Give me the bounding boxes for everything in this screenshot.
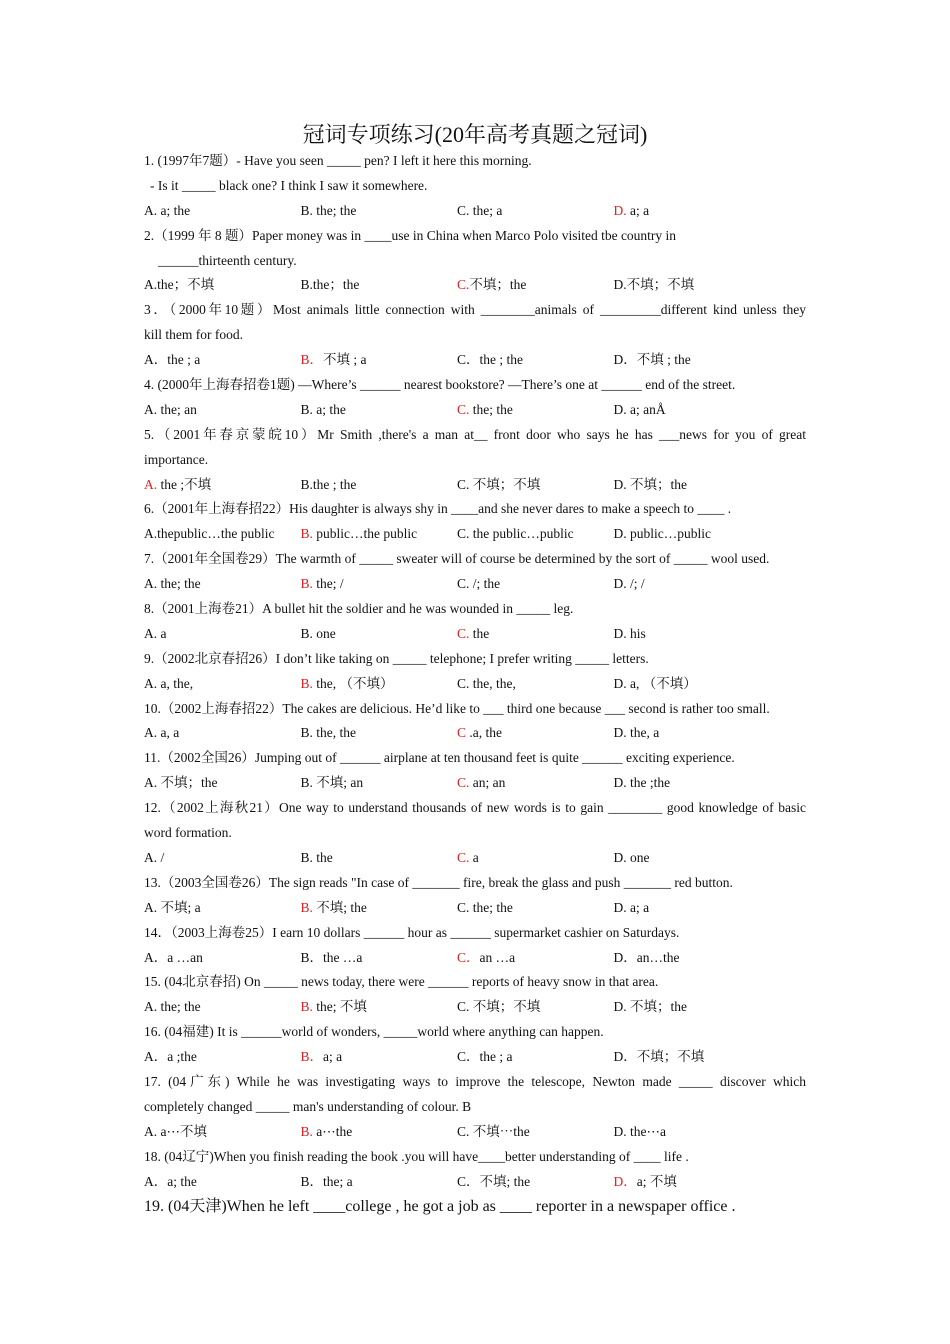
option-letter: D．	[613, 352, 637, 368]
option-letter: A.	[144, 725, 158, 741]
option-letter: A.	[144, 576, 158, 592]
option-text: thepublic…the public	[157, 526, 275, 542]
option-letter: A.	[144, 849, 158, 865]
question-text: 10.（2002上海春招22）The cakes are delicious. He’d like to ___ third one because ___ second is rather too small.	[144, 700, 770, 716]
option-letter: D．	[613, 1049, 637, 1065]
option-letter: D.	[613, 849, 627, 865]
option-b	[301, 721, 458, 746]
option-a	[144, 199, 301, 224]
option-letter-answer: B.	[300, 576, 313, 592]
option-b	[301, 1170, 458, 1195]
option-letter: D．	[613, 949, 637, 965]
question-text: 18. (04辽宁)When you finish reading the book .you will have____better understanding of ____ life .	[144, 1148, 689, 1164]
answer-options	[144, 846, 806, 871]
option-c	[457, 273, 614, 298]
option-a	[144, 522, 301, 547]
question	[144, 149, 806, 224]
answer-options	[144, 1120, 806, 1145]
option-letter: A．	[144, 352, 168, 368]
option-text: a	[469, 849, 479, 865]
option-a	[144, 273, 301, 298]
option-a	[144, 1170, 301, 1195]
question	[144, 298, 806, 373]
option-text: 不填; the	[312, 899, 367, 915]
answer-options	[144, 672, 806, 697]
option-letter-answer: D．	[613, 1173, 637, 1189]
option-c	[457, 473, 614, 498]
option-text: a ;the	[167, 1049, 197, 1065]
question-text: 7.（2001年全国卷29）The warmth of _____ sweater will of course be determined by the sort of _____ wool used.	[144, 551, 770, 567]
question-text: 3．（2000年10题）Most animals little connection with ________animals of _________different kind unless they	[144, 302, 806, 318]
answer-options	[144, 398, 806, 423]
option-text: the; a	[323, 1173, 353, 1189]
option-letter: A．	[144, 1173, 168, 1189]
option-a	[144, 1045, 301, 1070]
option-text: a; 不填	[636, 1173, 677, 1189]
option-letter: D.	[613, 277, 627, 293]
option-c	[457, 672, 614, 697]
answer-options	[144, 896, 806, 921]
option-text: the；不填	[157, 277, 215, 293]
question-text: 2.（1999 年 8 题）Paper money was in ____use in China when Marco Polo visited tbe country in	[144, 227, 677, 243]
option-text: public…public	[626, 526, 711, 542]
option-text: the ; the	[479, 352, 524, 368]
option-letter: A.	[144, 775, 158, 791]
option-text: the; a	[469, 202, 503, 218]
option-b	[301, 846, 458, 871]
question-text: kill them for food.	[144, 327, 243, 343]
option-text: the ;the	[626, 775, 671, 791]
option-a	[144, 672, 301, 697]
option-text: 不填；不填	[469, 476, 541, 492]
option-letter: C.	[457, 999, 470, 1015]
option-letter: C.	[457, 899, 470, 915]
option-text: the; the	[469, 899, 513, 915]
option-c	[457, 846, 614, 871]
option-a	[144, 473, 301, 498]
option-letter: D.	[613, 675, 627, 691]
option-b	[301, 622, 458, 647]
option-letter: B.	[300, 476, 313, 492]
question	[144, 871, 806, 921]
option-d	[614, 1120, 771, 1145]
option-b	[301, 896, 458, 921]
question	[144, 796, 806, 871]
option-d	[614, 896, 771, 921]
option-letter: A.	[144, 277, 158, 293]
option-text: .a, the	[466, 725, 503, 741]
option-text: the ; the	[312, 476, 357, 492]
option-letter: C.	[457, 675, 470, 691]
option-letter: C．	[457, 352, 480, 368]
option-text: a, the,	[157, 675, 194, 691]
option-letter: D.	[613, 999, 627, 1015]
option-c	[457, 572, 614, 597]
question-list	[144, 149, 806, 1220]
option-c	[457, 946, 614, 971]
answer-options	[144, 1170, 806, 1195]
option-b	[301, 199, 458, 224]
option-b	[301, 771, 458, 796]
option-text: public…the public	[312, 526, 418, 542]
option-letter-answer: B.	[300, 999, 313, 1015]
option-letter: B.	[300, 725, 313, 741]
option-letter: D.	[613, 476, 627, 492]
option-letter-answer: A.	[144, 476, 158, 492]
option-text: a; the	[312, 401, 346, 417]
question-text: 15. (04北京春招) On _____ news today, there were ______ reports of heavy snow in that area.	[144, 974, 659, 990]
option-a	[144, 771, 301, 796]
option-b	[301, 672, 458, 697]
option-b	[301, 1120, 458, 1145]
option-letter: C.	[457, 476, 470, 492]
option-text: the; the	[157, 576, 201, 592]
option-d	[614, 672, 771, 697]
option-a	[144, 721, 301, 746]
option-b	[301, 273, 458, 298]
question-text: importance.	[144, 451, 209, 467]
question	[144, 597, 806, 647]
question-text: 11.（2002全国26）Jumping out of ______ airplane at ten thousand feet is quite ______ exciting experience.	[144, 750, 735, 766]
option-a	[144, 946, 301, 971]
answer-options	[144, 348, 806, 373]
option-letter-answer: C.	[457, 849, 470, 865]
option-text: the ; a	[167, 352, 201, 368]
option-c	[457, 1120, 614, 1145]
option-letter-answer: C．	[457, 949, 480, 965]
option-letter: C．	[457, 1173, 480, 1189]
answer-options	[144, 622, 806, 647]
option-a	[144, 572, 301, 597]
option-letter: D.	[613, 576, 627, 592]
option-text: a; a	[323, 1049, 343, 1065]
question-text: 17. (04广东) While he was investigating ways to improve the telescope, Newton made _____ discover which	[144, 1073, 806, 1089]
option-text: the; the	[469, 401, 513, 417]
option-letter-answer: B.	[300, 526, 313, 542]
answer-options	[144, 721, 806, 746]
answer-options	[144, 199, 806, 224]
question	[144, 224, 806, 299]
option-letter: C．	[457, 1049, 480, 1065]
option-letter-answer: C	[457, 725, 467, 741]
option-text: a, （不填）	[626, 675, 697, 691]
option-text: a …an	[167, 949, 203, 965]
option-letter: B.	[300, 202, 313, 218]
option-text: a, a	[157, 725, 180, 741]
option-letter: A.	[144, 526, 158, 542]
question-text: 8.（2001上海卷21）A bullet hit the soldier and he was wounded in _____ leg.	[144, 601, 574, 617]
option-text: the; /	[312, 576, 344, 592]
option-a	[144, 995, 301, 1020]
option-a	[144, 622, 301, 647]
question-text: 5.（2001年春京蒙皖10）Mr Smith ,there's a man at__ front door who says he has ___news for you of great	[144, 426, 806, 442]
question	[144, 373, 806, 423]
option-letter-answer: B．	[300, 1049, 324, 1065]
option-letter-answer: C.	[457, 775, 470, 791]
option-d	[614, 946, 771, 971]
option-text: the public…public	[469, 526, 574, 542]
option-letter: A．	[144, 1049, 168, 1065]
option-d	[614, 721, 771, 746]
option-d	[614, 348, 771, 373]
option-text: /; the	[469, 576, 501, 592]
question	[144, 647, 806, 697]
option-text: the; the	[157, 999, 201, 1015]
option-text: the, a	[626, 725, 660, 741]
option-text: a	[157, 625, 167, 641]
option-b	[301, 348, 458, 373]
option-text: 不填；不填	[626, 277, 695, 293]
question-text: - Is it _____ black one? I think I saw it somewhere.	[150, 177, 428, 193]
question	[144, 921, 806, 971]
option-letter-answer: B．	[300, 352, 324, 368]
option-letter: D.	[613, 625, 627, 641]
option-letter: D.	[613, 899, 627, 915]
option-text: the	[312, 849, 333, 865]
answer-options	[144, 771, 806, 796]
option-text: /	[157, 849, 165, 865]
question-text: 13.（2003全国卷26）The sign reads "In case of _______ fire, break the glass and push _______ red button.	[144, 874, 733, 890]
question-text: word formation.	[144, 825, 232, 841]
option-text: 不填；the	[626, 476, 687, 492]
option-letter: B.	[300, 277, 313, 293]
option-letter-answer: C.	[457, 277, 470, 293]
option-letter: D.	[613, 775, 627, 791]
question	[144, 697, 806, 747]
option-c	[457, 348, 614, 373]
option-text: 不填 ; a	[323, 352, 367, 368]
option-letter: D.	[613, 401, 627, 417]
option-letter-answer: B.	[300, 1123, 313, 1139]
option-c	[457, 896, 614, 921]
question-text: 9.（2002北京春招26）I don’t like taking on _____ telephone; I prefer writing _____ letters.	[144, 650, 649, 666]
option-b	[301, 522, 458, 547]
option-letter-answer: C.	[457, 401, 470, 417]
question	[144, 1070, 806, 1145]
answer-options	[144, 522, 806, 547]
option-d	[614, 522, 771, 547]
option-text: a⋯the	[312, 1123, 353, 1139]
option-text: his	[626, 625, 646, 641]
question	[144, 1020, 806, 1070]
option-text: an …a	[479, 949, 516, 965]
option-letter: C.	[457, 202, 470, 218]
option-c	[457, 398, 614, 423]
question	[144, 1145, 806, 1195]
answer-options	[144, 1045, 806, 1070]
option-c	[457, 1045, 614, 1070]
option-text: 不填 ; the	[636, 352, 691, 368]
option-letter: B.	[300, 849, 313, 865]
option-d	[614, 398, 771, 423]
answer-options	[144, 946, 806, 971]
question-text: 14．（2003上海卷25）I earn 10 dollars ______ hour as ______ supermarket cashier on Saturdays.	[144, 924, 680, 940]
option-letter: D.	[613, 725, 627, 741]
answer-options	[144, 473, 806, 498]
question-text: 6.（2001年上海春招22）His daughter is always shy in ____and she never dares to make a speech to ____ .	[144, 501, 732, 517]
option-text: 不填；不填	[636, 1049, 705, 1065]
answer-options	[144, 273, 806, 298]
question-text: 4. (2000年上海春招卷1题) —Where’s ______ nearest bookstore? —There’s one at ______ end of the street.	[144, 377, 736, 393]
option-text: a; a	[626, 202, 650, 218]
option-letter: A．	[144, 949, 168, 965]
option-text: 不填；不填	[469, 999, 541, 1015]
option-d	[614, 199, 771, 224]
option-text: /; /	[626, 576, 645, 592]
option-letter: A.	[144, 675, 158, 691]
option-a	[144, 896, 301, 921]
option-text: the ;不填	[157, 476, 212, 492]
question-text: 16. (04福建) It is ______world of wonders, _____world where anything can happen.	[144, 1024, 604, 1040]
option-c	[457, 721, 614, 746]
option-text: the, the,	[469, 675, 516, 691]
option-letter: D.	[613, 526, 627, 542]
option-text: 不填；the	[469, 277, 527, 293]
option-letter: D.	[613, 1123, 627, 1139]
option-letter: C.	[457, 1123, 470, 1139]
option-text: the⋯a	[626, 1123, 666, 1139]
option-letter: C.	[457, 576, 470, 592]
question	[144, 547, 806, 597]
option-a	[144, 1120, 301, 1145]
option-c	[457, 622, 614, 647]
option-text: one	[626, 849, 650, 865]
page-title: 冠词专项练习(20年高考真题之冠词)	[302, 122, 648, 147]
question-text: 12.（2002上海秋21）One way to understand thousands of new words is to gain ________ good knowledge of basic	[144, 800, 806, 816]
option-b	[301, 572, 458, 597]
option-letter-answer: B.	[300, 899, 313, 915]
option-text: the, the	[312, 725, 357, 741]
option-a	[144, 348, 301, 373]
option-letter: A.	[144, 202, 158, 218]
option-text: the; the	[312, 202, 357, 218]
option-text: a; the	[157, 202, 191, 218]
option-text: the ; a	[479, 1049, 513, 1065]
option-text: a; a	[626, 899, 650, 915]
answer-options	[144, 995, 806, 1020]
option-d	[614, 273, 771, 298]
question-text: 1. (1997年7题）- Have you seen _____ pen? I left it here this morning.	[144, 153, 532, 168]
option-text: an; an	[469, 775, 506, 791]
option-text: the; an	[157, 401, 197, 417]
option-letter: A.	[144, 999, 158, 1015]
option-a	[144, 398, 301, 423]
option-text: 不填⋯the	[469, 1123, 530, 1139]
option-text: the, （不填）	[312, 675, 394, 691]
option-c	[457, 522, 614, 547]
option-d	[614, 572, 771, 597]
option-text: the …a	[323, 949, 363, 965]
option-c	[457, 199, 614, 224]
option-d	[614, 1045, 771, 1070]
option-letter: B.	[300, 775, 313, 791]
question-text: completely changed _____ man's understanding of colour. B	[144, 1098, 472, 1114]
option-letter-answer: B.	[300, 675, 313, 691]
option-text: the	[469, 625, 490, 641]
option-c	[457, 1170, 614, 1195]
question	[144, 746, 806, 796]
question	[144, 1194, 806, 1220]
question	[144, 497, 806, 547]
option-letter: A.	[144, 625, 158, 641]
option-letter-answer: C.	[457, 625, 470, 641]
option-c	[457, 995, 614, 1020]
option-d	[614, 473, 771, 498]
option-b	[301, 473, 458, 498]
option-d	[614, 771, 771, 796]
option-letter: C.	[457, 526, 470, 542]
option-text: one	[312, 625, 336, 641]
option-letter: B．	[300, 949, 324, 965]
question-text: 19. (04天津)When he left ____college , he got a job as ____ reporter in a newspaper office .	[144, 1198, 736, 1216]
question-text: ______thirteenth century.	[158, 252, 297, 268]
answer-options	[144, 572, 806, 597]
option-d	[614, 622, 771, 647]
option-letter: B.	[300, 625, 313, 641]
option-d	[614, 1170, 771, 1195]
option-text: 不填；the	[626, 999, 687, 1015]
option-letter: B．	[300, 1173, 324, 1189]
option-text: an…the	[636, 949, 680, 965]
option-text: a; anÅ	[626, 401, 666, 417]
option-text: 不填; a	[157, 899, 201, 915]
option-letter: B.	[300, 401, 313, 417]
option-b	[301, 946, 458, 971]
option-text: the；the	[312, 277, 360, 293]
option-b	[301, 995, 458, 1020]
option-a	[144, 846, 301, 871]
option-letter: A.	[144, 899, 158, 915]
option-b	[301, 398, 458, 423]
option-text: 不填; an	[312, 775, 364, 791]
option-b	[301, 1045, 458, 1070]
option-letter: A.	[144, 1123, 158, 1139]
option-text: a⋯不填	[157, 1123, 207, 1139]
question	[144, 423, 806, 498]
option-text: a; the	[167, 1173, 197, 1189]
question	[144, 970, 806, 1020]
option-text: 不填；the	[157, 775, 218, 791]
option-d	[614, 846, 771, 871]
option-text: the; 不填	[312, 999, 367, 1015]
option-letter: A.	[144, 401, 158, 417]
option-letter-answer: D.	[613, 202, 627, 218]
option-d	[614, 995, 771, 1020]
option-text: 不填; the	[479, 1173, 531, 1189]
option-c	[457, 771, 614, 796]
